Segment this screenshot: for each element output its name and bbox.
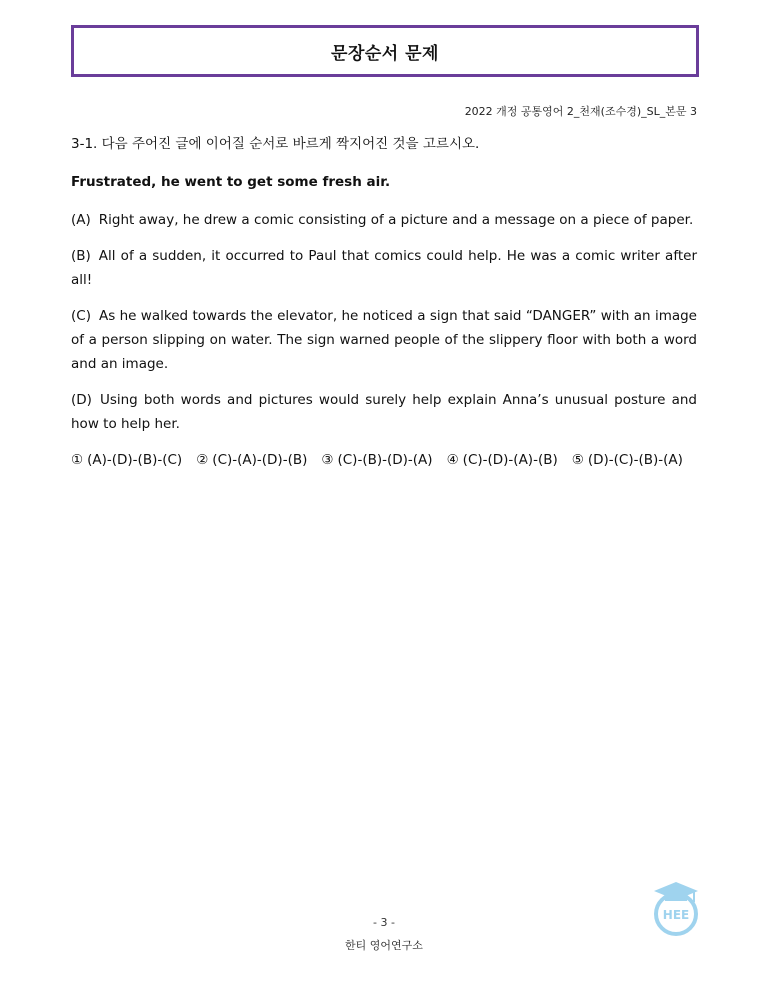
paragraph-b: [71, 244, 697, 292]
lead-sentence: Frustrated, he went to get some fresh air.: [71, 174, 391, 190]
question-prompt: 3-1. 다음 주어진 글에 이어질 순서로 바르게 짝지어진 것을 고르시오.: [71, 136, 480, 152]
source-line: 2022 개정 공통영어 2_천재(조수경)_SL_본문 3: [464, 105, 697, 118]
choice-number: ③: [321, 452, 334, 468]
choice-text: (C)-(A)-(D)-(B): [212, 452, 308, 468]
paragraph-a: [71, 208, 697, 232]
choice-4[interactable]: [447, 448, 558, 472]
choice-text: (D)-(C)-(B)-(A): [587, 452, 683, 468]
paragraph-marker: (D): [71, 392, 92, 408]
paragraph-text: Right away, he drew a comic consisting of a picture and a message on a piece of paper.: [98, 212, 694, 228]
choice-text: (C)-(B)-(D)-(A): [337, 452, 433, 468]
page-title: 문장순서 문제: [331, 43, 439, 64]
choice-2[interactable]: [196, 448, 307, 472]
paragraph-text: All of a sudden, it occurred to Paul that comics could help. He was a comic writer after all!: [71, 248, 697, 288]
page-number: - 3 -: [373, 916, 395, 929]
paragraph-c: [71, 304, 697, 376]
choice-3[interactable]: [321, 448, 432, 472]
choice-5[interactable]: [572, 448, 683, 472]
answer-choices: [71, 448, 697, 472]
paragraph-text: As he walked towards the elevator, he noticed a sign that said “DANGER” with an image of a person slipping on water. The sign warned people of the slippery floor with both a word and an image.: [71, 308, 697, 372]
choice-1[interactable]: [71, 448, 182, 472]
logo-text: HEE: [662, 908, 690, 922]
title-box: [71, 25, 699, 77]
paragraph-marker: (B): [71, 248, 91, 264]
organization-name: 한티 영어연구소: [345, 939, 423, 952]
choice-number: ⑤: [571, 452, 584, 468]
choice-text: (A)-(D)-(B)-(C): [87, 452, 183, 468]
graduation-cap-logo-icon: [648, 878, 704, 938]
paragraph-text: Using both words and pictures would surely help explain Anna’s unusual posture and how to help her.: [71, 392, 697, 432]
question-content: [71, 134, 697, 472]
choice-number: ②: [196, 452, 209, 468]
choice-number: ④: [446, 452, 459, 468]
paragraph-marker: (A): [71, 212, 91, 228]
paragraph-d: [71, 388, 697, 436]
choice-number: ①: [71, 452, 84, 468]
paragraph-marker: (C): [71, 308, 91, 324]
choice-text: (C)-(D)-(A)-(B): [462, 452, 558, 468]
